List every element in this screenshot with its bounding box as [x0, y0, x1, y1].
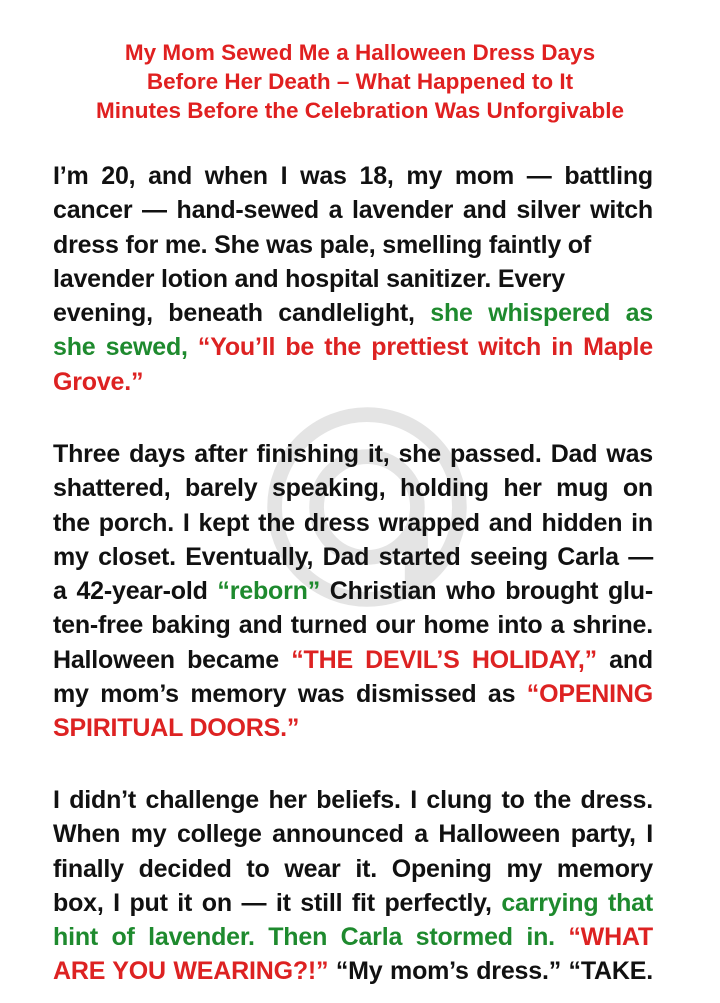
text-line: [53, 677, 653, 711]
text-segment: “My mom’s dress.” “TAKE.: [335, 957, 653, 986]
text-segment: a 42-year-old: [53, 577, 208, 606]
title-line: Before Her Death – What Happened to It: [146, 69, 574, 94]
green-highlight: carrying that: [501, 888, 653, 917]
text-line: shattered, barely speaking, holding her mug on: [53, 474, 653, 503]
red-highlight: Grove.”: [53, 367, 144, 396]
text-line: [53, 365, 653, 399]
paragraph-3: [53, 783, 653, 989]
text-segment: Halloween became: [53, 645, 279, 674]
text-line: [53, 296, 653, 330]
red-highlight: SPIRITUAL DOORS.”: [53, 714, 300, 743]
text-line: dress for me. She was pale, smelling faintly of: [53, 230, 591, 259]
article-title: [30, 38, 690, 125]
text-segment: my mom’s memory was dismissed as: [53, 680, 516, 709]
title-line: My Mom Sewed Me a Halloween Dress Days: [124, 40, 596, 65]
text-line: cancer — hand-sewed a lavender and silver witch: [53, 196, 653, 225]
red-highlight: “OPENING: [526, 680, 653, 709]
text-line: the porch. I kept the dress wrapped and hidden in: [53, 508, 653, 537]
green-highlight: she whispered as: [430, 299, 653, 328]
text-segment: box, I put it on — it still fit perfectly,: [53, 888, 492, 917]
text-segment: Christian who brought glu-: [329, 577, 654, 606]
text-line: [53, 886, 653, 920]
green-highlight: hint of lavender. Then Carla stormed in.: [53, 923, 555, 952]
paragraph-2: [53, 437, 653, 746]
text-line: I’m 20, and when I was 18, my mom — battling: [53, 162, 653, 190]
text-line: I didn’t challenge her beliefs. I clung to the dress.: [53, 786, 653, 814]
text-line: When my college announced a Halloween party, I: [53, 820, 653, 849]
green-highlight: “reborn”: [217, 577, 320, 606]
text-line: my closet. Eventually, Dad started seeing Carla —: [53, 542, 653, 571]
text-line: Three days after finishing it, she passed. Dad was: [53, 440, 653, 468]
text-line: ten-free baking and turned our home into a shrine.: [53, 611, 653, 640]
text-line: [53, 954, 653, 988]
text-line: [53, 574, 653, 608]
text-line: [53, 330, 653, 364]
paragraph-1: [53, 159, 653, 399]
red-highlight: “You’ll be the prettiest witch in Maple: [197, 333, 653, 362]
text-line: finally decided to wear it. Opening my memory: [53, 854, 653, 883]
text-segment: evening, beneath candlelight,: [53, 299, 415, 328]
text-line: lavender lotion and hospital sanitizer. Every: [53, 264, 565, 293]
text-line: [53, 643, 653, 677]
red-highlight: “WHAT: [568, 923, 653, 952]
red-highlight: ARE YOU WEARING?!”: [53, 957, 329, 986]
title-line: Minutes Before the Celebration Was Unforgivable: [96, 98, 624, 123]
text-line: [53, 711, 653, 745]
text-line: [53, 920, 653, 954]
green-highlight: she sewed,: [53, 333, 188, 362]
text-segment: and: [609, 645, 654, 674]
red-highlight: “THE DEVIL’S HOLIDAY,”: [291, 645, 597, 674]
